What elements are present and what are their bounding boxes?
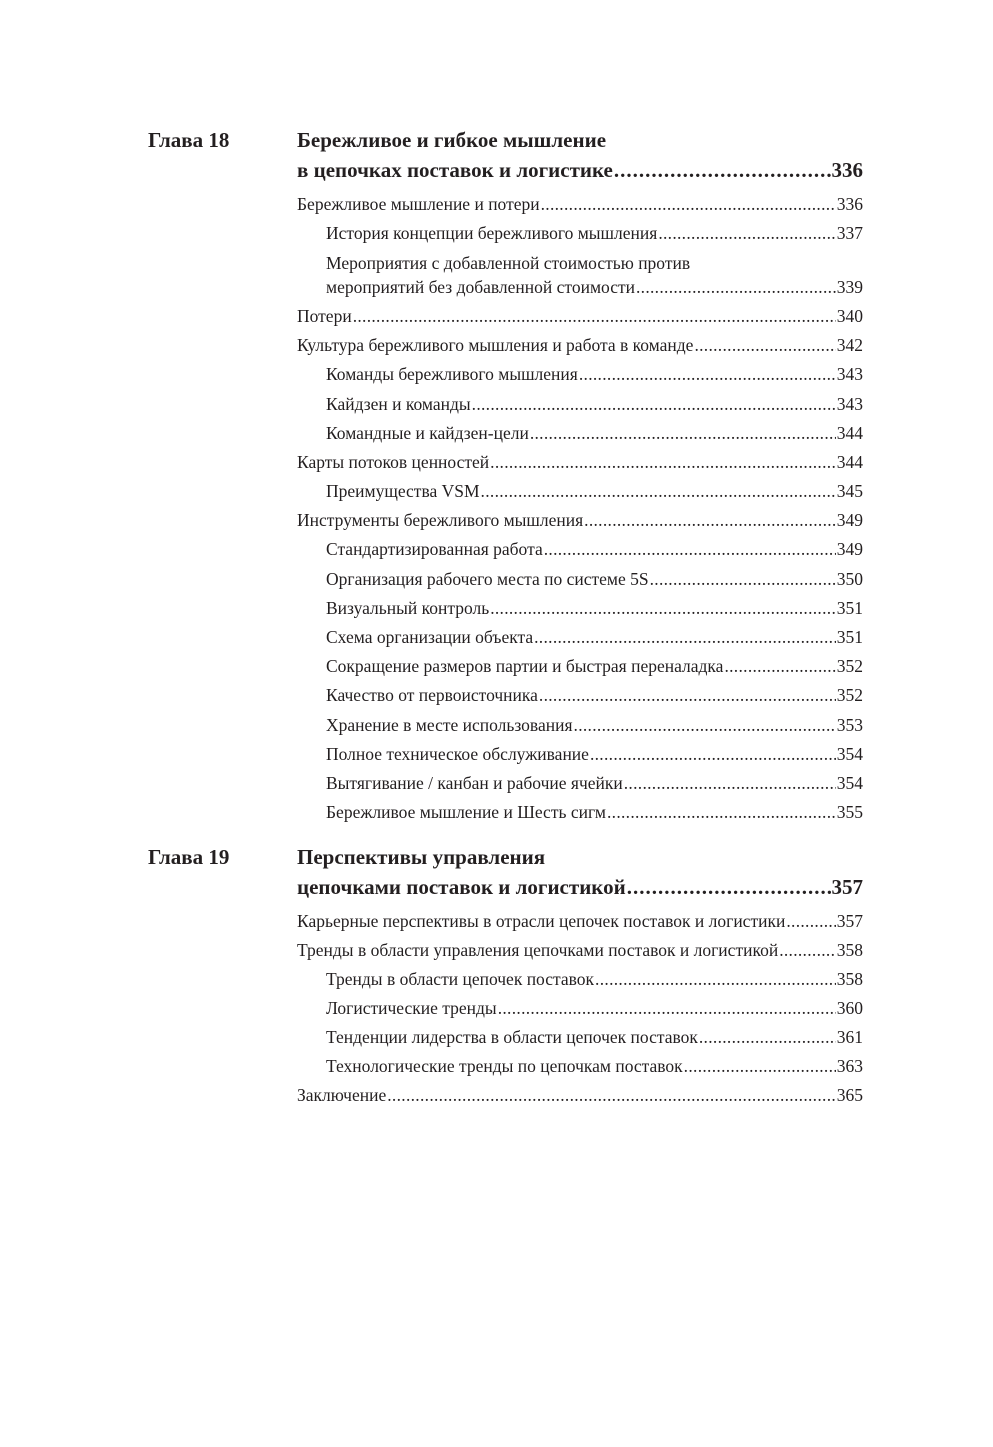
dot-leader	[627, 872, 831, 902]
toc-entry[interactable]	[326, 623, 863, 652]
toc-entry[interactable]	[326, 360, 863, 389]
dot-leader	[498, 994, 836, 1023]
entry-title: Карьерные перспективы в отрасли цепочек поставок и логистики	[297, 911, 786, 931]
toc-entry[interactable]	[326, 594, 863, 623]
toc-entry[interactable]	[297, 448, 863, 477]
entry-title: Преимущества VSM	[326, 481, 480, 501]
dot-leader	[614, 155, 831, 185]
entry-title: История концепции бережливого мышления	[326, 223, 658, 243]
entry-page-number: 345	[836, 481, 863, 501]
toc-entry[interactable]	[326, 477, 863, 506]
entry-page-number: 343	[836, 364, 863, 384]
entry-title: Потери	[297, 306, 352, 326]
entry-page-number: 360	[836, 998, 863, 1018]
entry-title: мероприятий без добавленной стоимости	[326, 277, 635, 297]
entry-title: Хранение в месте использования	[326, 715, 573, 735]
entry-page-number: 365	[836, 1085, 863, 1105]
dot-leader	[544, 535, 836, 564]
toc-entry[interactable]	[326, 535, 863, 564]
entry-page-number: 355	[836, 802, 863, 822]
dot-leader	[530, 419, 836, 448]
toc-entry[interactable]	[326, 769, 863, 798]
entry-title: Тенденции лидерства в области цепочек поставок	[326, 1027, 698, 1047]
dot-leader	[472, 390, 836, 419]
entry-page-number: 337	[836, 223, 863, 243]
entry-title: Технологические тренды по цепочкам поставок	[326, 1056, 683, 1076]
toc-entry[interactable]	[326, 219, 863, 248]
entry-title: Кайдзен и команды	[326, 394, 471, 414]
entry-title: Логистические тренды	[326, 998, 497, 1018]
dot-leader	[539, 681, 836, 710]
toc-entry[interactable]	[297, 1081, 863, 1110]
entry-title: Команды бережливого мышления	[326, 364, 578, 384]
toc-entry[interactable]	[297, 331, 863, 360]
toc-entry[interactable]	[297, 506, 863, 535]
toc-entry[interactable]	[297, 907, 863, 936]
toc-entry[interactable]	[326, 965, 863, 994]
entry-page-number: 349	[836, 510, 863, 530]
entry-page-number: 343	[836, 394, 863, 414]
chapter-title-line[interactable]	[297, 155, 863, 185]
dot-leader	[658, 219, 835, 248]
entry-title: Визуальный контроль	[326, 598, 490, 618]
entry-title: Тренды в области управления цепочками поставок и логистикой	[297, 940, 779, 960]
dot-leader	[541, 190, 836, 219]
toc-entry[interactable]	[326, 390, 863, 419]
chapter-title: Бережливое и гибкое мышление	[297, 128, 607, 152]
entry-title: Вытягивание / канбан и рабочие ячейки	[326, 773, 623, 793]
entry-title: Культура бережливого мышления и работа в команде	[297, 335, 694, 355]
entry-page-number: 352	[836, 685, 863, 705]
chapter-title-line[interactable]	[297, 872, 863, 902]
chapter-label: Глава 18	[148, 128, 230, 152]
dot-leader	[684, 1052, 836, 1081]
entry-title: Инструменты бережливого мышления	[297, 510, 584, 530]
toc-entry[interactable]	[326, 652, 863, 681]
dot-leader	[353, 302, 836, 331]
entry-page-number: 354	[836, 744, 863, 764]
entry-page-number: 350	[836, 569, 863, 589]
dot-leader	[574, 711, 836, 740]
toc-entry[interactable]	[326, 711, 863, 740]
dot-leader	[607, 798, 836, 827]
entry-page-number: 339	[836, 277, 863, 297]
entry-page-number: 354	[836, 773, 863, 793]
dot-leader	[387, 1081, 836, 1110]
chapter-title-continued: цепочками поставок и логистикой	[297, 875, 626, 899]
chapter-title: Перспективы управления	[297, 845, 546, 869]
dot-leader	[534, 623, 836, 652]
entry-title-first-line[interactable]: Мероприятия с добавленной стоимостью против	[326, 253, 691, 273]
dot-leader	[490, 448, 836, 477]
entry-page-number: 344	[836, 423, 863, 443]
entry-title: Сокращение размеров партии и быстрая переналадка	[326, 656, 724, 676]
entry-title: Качество от первоисточника	[326, 685, 538, 705]
entry-page-number: 363	[836, 1056, 863, 1076]
chapter-page-number: 357	[831, 875, 863, 899]
toc-entry[interactable]	[297, 190, 863, 219]
toc-entry[interactable]	[297, 302, 863, 331]
dot-leader	[694, 331, 835, 360]
entry-page-number: 342	[836, 335, 863, 355]
entry-page-number: 352	[836, 656, 863, 676]
entry-title: Полное техническое обслуживание	[326, 744, 589, 764]
dot-leader	[584, 506, 836, 535]
dot-leader	[579, 360, 836, 389]
toc-entry[interactable]	[326, 273, 863, 302]
entry-page-number: 351	[836, 598, 863, 618]
chapter-page-number: 336	[831, 158, 863, 182]
toc-entry[interactable]	[326, 419, 863, 448]
dot-leader	[650, 565, 836, 594]
dot-leader	[699, 1023, 836, 1052]
entry-title: Бережливое мышление и Шесть сигм	[326, 802, 606, 822]
dot-leader	[786, 907, 835, 936]
dot-leader	[490, 594, 836, 623]
chapter-title-continued: в цепочках поставок и логистике	[297, 158, 613, 182]
entry-page-number: 351	[836, 627, 863, 647]
entry-page-number: 336	[836, 194, 863, 214]
entry-page-number: 344	[836, 452, 863, 472]
toc-entry[interactable]	[326, 565, 863, 594]
entry-title: Карты потоков ценностей	[297, 452, 490, 472]
entry-title: Тренды в области цепочек поставок	[326, 969, 595, 989]
entry-title: Организация рабочего места по системе 5S	[326, 569, 649, 589]
toc-entry[interactable]	[326, 681, 863, 710]
dot-leader	[779, 936, 836, 965]
chapter-label: Глава 19	[148, 845, 230, 869]
dot-leader	[481, 477, 836, 506]
toc-entry[interactable]	[326, 1052, 863, 1081]
dot-leader	[595, 965, 836, 994]
toc-entry[interactable]	[326, 1023, 863, 1052]
dot-leader	[724, 652, 835, 681]
entry-page-number: 357	[836, 911, 863, 931]
toc-entry[interactable]	[326, 994, 863, 1023]
toc-entry[interactable]	[297, 936, 863, 965]
entry-page-number: 340	[836, 306, 863, 326]
entry-page-number: 353	[836, 715, 863, 735]
entry-page-number: 349	[836, 539, 863, 559]
dot-leader	[590, 740, 836, 769]
entry-page-number: 358	[836, 969, 863, 989]
toc-entry[interactable]	[326, 740, 863, 769]
entry-title: Стандартизированная работа	[326, 539, 543, 559]
entry-page-number: 361	[836, 1027, 863, 1047]
toc-entry[interactable]	[326, 798, 863, 827]
entry-title: Бережливое мышление и потери	[297, 194, 540, 214]
dot-leader	[624, 769, 836, 798]
entry-page-number: 358	[836, 940, 863, 960]
entry-title: Заключение	[297, 1085, 387, 1105]
dot-leader	[636, 273, 836, 302]
entry-title: Схема организации объекта	[326, 627, 534, 647]
entry-title: Командные и кайдзен-цели	[326, 423, 529, 443]
